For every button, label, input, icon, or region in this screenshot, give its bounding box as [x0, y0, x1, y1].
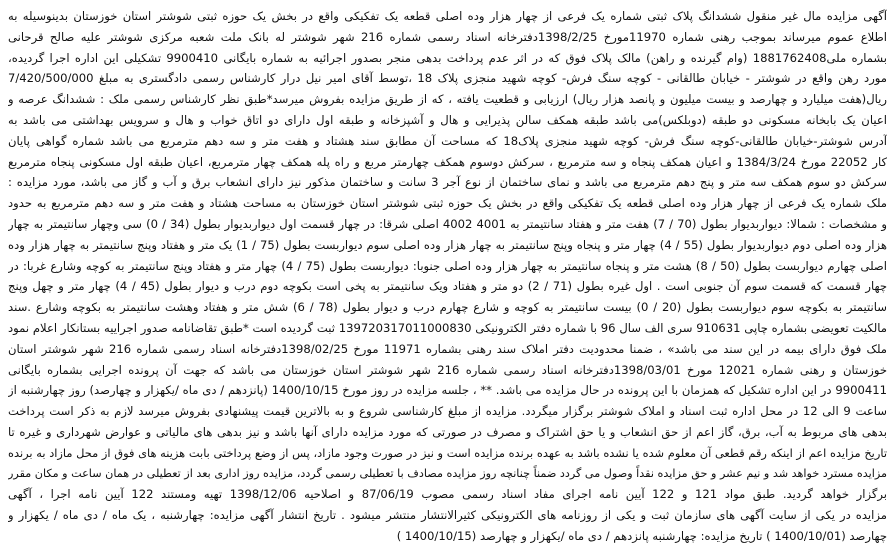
notice-line: سانتیمتر به بکوچه سوم دیواربست بطول (20 / 0) بیست سانتیمتر به کوچه و شارع چهارم درب و دیوار بطول (78 / 6) شش متر و هفتاد وهشت سانتیمتر به بکوچه وشارع .سند	[8, 300, 887, 315]
notice-line: مزایده در یکی از سایت آگهی های سازمان ثبت و یکی از روزنامه های الکترونیکی کثیرالانتشار منتشر میشود . تاریخ انتشار آگهی مزایده: چهارشنبه ، یک ماه / دی ماه / یکهزار و	[8, 508, 887, 523]
notice-line: 9900411 در این اداره تشکیل که همزمان با این پرونده در حال مزایده می باشد. ** ، جلسه مزایده در روز مورخ 1400/10/15 (پانزدهم / دی ماه /یکهزار و چهارصد) روز چهارشنبه از	[8, 383, 887, 398]
notice-line: برگزار خواهد گردید. طبق مواد 121 و 122 آیین نامه اجرای مفاد اسناد رسمی مصوب 87/06/19 و اصلاحیه 1398/12/06 تهیه ومستند 122 آیین نامه اجرا ، آگهی	[8, 487, 887, 502]
notice-line: بشماره ملی1881762408 (وام گیرنده و راهن) مالک پلاک فوق که در اثر عدم پرداخت بدهی منجر بصدور اجرائیه به شماره بایگانی 9900410 تشکیلی این اداره اجرا گردیده،	[8, 50, 887, 65]
notice-line: خوزستان و رهنی شماره 12021 مورخ 1398/03/01دفترخانه اسناد رسمی شماره 216 شهر شوشتر استان خوزستان می باشد که جهت آن پرونده اجرایی بشماره بایگانی	[8, 362, 887, 377]
notice-line: اصلی چهارم دیواربست بطول (50 / 8) هشت متر و پنجاه سانتیمتر به چهار هزار وده اصلی جنوبا: دیواربست بطول (75 / 4) چهار متر و هفتاد وپنج سانتیمتر به کوچه وشارع غربا: در	[8, 258, 887, 273]
notice-line: آگهی مزایده مال غیر منقول ششدانگ پلاک ثبتی شماره یک فرعی از چهار هزار وده اصلی قطعه یک تفکیکی واقع در بخش یک حوزه ثبتی شوشتر استان خوزستان بدینوسیله به	[8, 9, 887, 23]
notice-line: ساعت 9 الی 12 در محل اداره ثبت اسناد و املاک شوشتر برگزار میگردد. مزایده از مبلغ کارشناسی شروع و به بالاترین قیمت پیشنهادی بفروش میرسد لازم به ذکر است پرداخت	[8, 404, 887, 419]
notice-line: و مشخصات : شمالا: دیواربدیوار بطول (70 / 7) هفت متر و هفتاد سانتیمتر به 4001 4002 اصلی شرقا: در چهار قسمت اول دیواربدیوار بطول (34 / 0) سی وچهار سانتیمتر به چهار	[8, 216, 887, 231]
notice-line: کار 22052 مورخ 1384/3/24 و اعیان همکف پنجاه و سه مترمربع ، سرکش دوسوم همکف چهارمتر مربع و راه پله همکف چهار مترمربع، اعیان طبقه اول مسکونی پنجاه مترمربع	[8, 154, 887, 169]
notice-line: ملک فوق دارای بیمه در این سند می باشد» ، ضمنا محدودیت دفتر املاک سند رهنی بشماره 11971 مورخ 1398/02/25دفترخانه اسناد رسمی شماره 216 شهر شوشتر استان	[8, 341, 887, 356]
notice-line: هزار وده اصلی دوم دیواربدیوار بطول (55 / 4) چهار متر و پنجاه وپنج سانتیمتر به چهار هزار وده اصلی سوم دیواربست بطول (75 / 1) یک متر و هفتاد وپنج سانتیمتر به چهار هزار وده	[8, 237, 887, 252]
notice-line: ملک شماره یک فرعی از چهار هزار وده اصلی قطعه یک تفکیکی واقع در بخش یک حوزه ثبتی شوشتر استان خوزستان به مساحت هشتاد و هفت متر و سه دهم مترمربع به حدود	[8, 196, 887, 211]
notice-line: بدهی های مربوط به آب، برق، گاز اعم از حق انشعاب و یا حق اشتراک و مصرف در صورتی که مورد مزایده دارای آنها باشد و نیز بدهی های مالیاتی و عوارض شهرداری و غیره تا	[8, 424, 887, 439]
notice-line: تاریخ مزایده اعم از اینکه رقم قطعی آن معلوم شده یا نشده باشد به عهده برنده مزایده است و نیز در صورت وجود مازاد، پس از وضع پرداختی بابت هزینه های فوق از محل مازاد به برنده	[8, 445, 887, 460]
notice-line: مالکیت تعویضی بشماره چاپی 910631 سری الف سال 96 با شماره دفتر الکترونیکی 139720317011000830 ثبت گردیده است *طبق تقاضانامه صدور اجراییه بستانکار اعلام نمود	[8, 320, 887, 335]
notice-line: سرکش دو سوم همکف سه متر و پنج دهم مترمربع می باشد و نمای ساختمان از نوع آجر 3 سانت و ساختمان مذکور نیز دارای انشعاب برق و آب و گاز می باشد، مورد مزایده :	[8, 175, 887, 190]
notice-line: اعیان یک بابخانه مسکونی دو طبقه (دوبلکس)می باشد طبقه همکف سالن پذیرایی و هال و آشپزخانه و طبقه اول دارای دو اتاق خواب و هال و سرویس بهداشتی می باشد به	[8, 112, 887, 127]
notice-line: مزایده مسترد خواهد شد و نیم عشر و حق مزایده نقداً وصول می گردد ضمناً چنانچه روز مزایده مصادف با تعطیلی رسمی گردد، مزایده روز اداری بعد از تعطیلی در همان ساعت و مکان مقرر	[8, 466, 887, 480]
notice-line: اطلاع عموم میرساند بموجب رهنی شماره 11970مورخ 1398/2/25دفترخانه اسناد رسمی شماره 216 شهر شوشتر له بانک ملت شعبه مرکزی شوشتر علیه صالح قرحانی	[8, 29, 887, 44]
notice-line: مورد رهن واقع در شوشتر - خیابان طالقانی - کوچه سنگ فرش- کوچه شهید منجزی پلاک 18 ،توسط آقای امیر نیل درار کارشناس رسمی دادگستری به مبلغ 7/420/500/000	[8, 71, 887, 86]
notice-line: چهارصد (1400/10/01 ) تاریخ مزایده: چهارشنبه پانزدهم / دی ماه /یکهزار و چهارصد (1400/10/15 )	[396, 528, 887, 543]
notice-line: آدرس شوشتر-خیابان طالقانی-کوچه سنگ فرش- کوچه شهید منجزی پلاک18 که مساحت آن مطابق سند هشتاد و هفت متر و سه دهم مترمربع می باشد شماره گواهی پایان	[8, 133, 887, 148]
notice-line: ریال(هفت میلیارد و چهارصد و بیست میلیون و پانصد هزار ریال) ارزیابی و قطعیت یافته ، که از طریق مزایده بفروش میرسد*طبق نظر کارشناس رسمی ملک : ششدانگ عرصه و	[8, 92, 887, 107]
notice-line: چهار قسمت که قسمت سوم آن جنوبی است . اول غیره بطول (71 / 2) دو متر و هفتاد ویک سانتیمتر به پخی است بکوچه دوم درب و دیوار بطول (45 / 4) چهار متر و چهل وپنج	[8, 279, 887, 294]
